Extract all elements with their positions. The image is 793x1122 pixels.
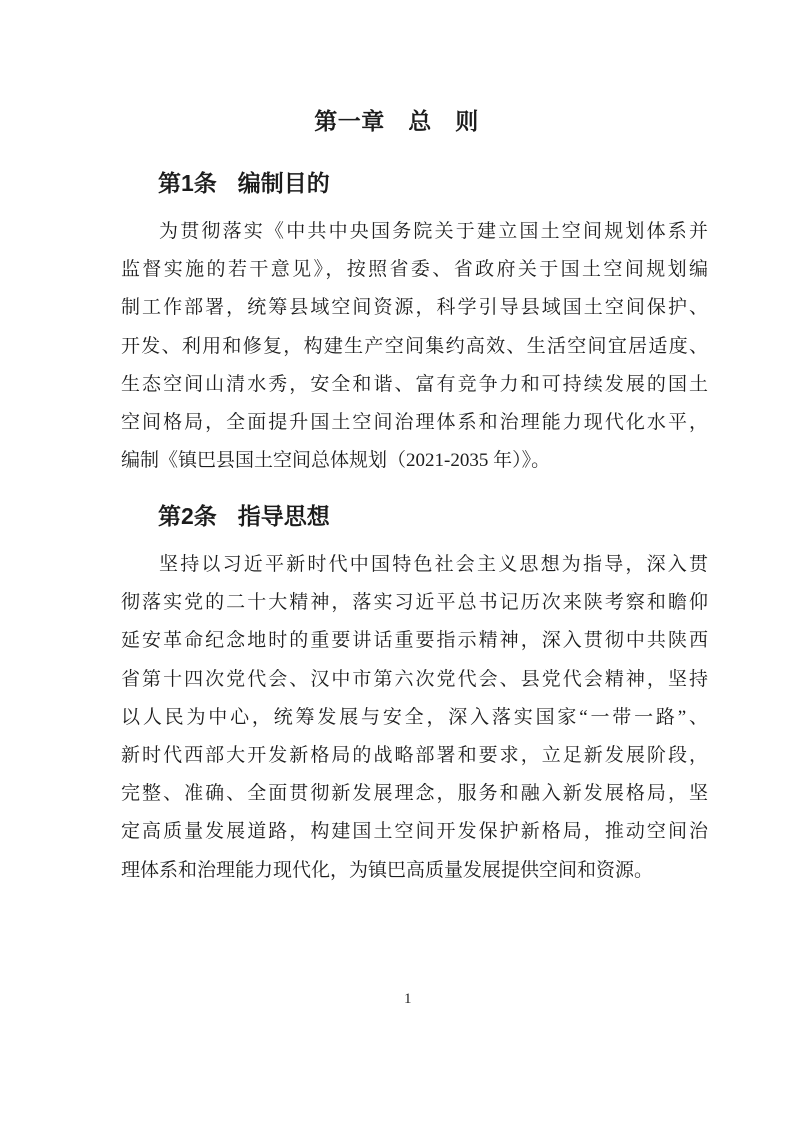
text-line: 省第十四次党代会、汉中市第六次党代会、县党代会精神，坚持 <box>121 668 708 690</box>
text-line: 定高质量发展道路，构建国土空间开发保护新格局，推动空间治 <box>121 821 708 843</box>
article-2-paragraph <box>121 546 708 890</box>
text-line: 以人民为中心，统筹发展与安全，深入落实国家“一带一路”、 <box>121 706 708 728</box>
text-line: 为贯彻落实《中共中央国务院关于建立国土空间规划体系并 <box>159 221 708 242</box>
article-1-heading <box>158 167 330 200</box>
article-1-paragraph <box>121 213 708 480</box>
text-line: 彻落实党的二十大精神，落实习近平总书记历次来陕考察和瞻仰 <box>121 592 708 614</box>
text-line: 编制《镇巴县国土空间总体规划（2021-2035 年）》。 <box>121 450 551 472</box>
article-2-number: 第2条 <box>158 503 217 529</box>
text-line: 延安革命纪念地时的重要讲话重要指示精神，深入贯彻中共陕西 <box>121 630 708 652</box>
text-line: 监督实施的若干意见》，按照省委、省政府关于国土空间规划编 <box>121 259 708 281</box>
text-line: 完整、准确、全面贯彻新发展理念，服务和融入新发展格局，坚 <box>121 783 708 805</box>
text-line: 理体系和治理能力现代化，为镇巴高质量发展提供空间和资源。 <box>121 859 654 881</box>
text-line: 开发、利用和修复，构建生产空间集约高效、生活空间宜居适度、 <box>121 335 708 357</box>
text-line: 空间格局，全面提升国土空间治理体系和治理能力现代化水平， <box>121 411 708 433</box>
article-1-title: 编制目的 <box>237 170 330 196</box>
text-line: 新时代西部大开发新格局的战略部署和要求，立足新发展阶段， <box>121 744 708 766</box>
page-number: 1 <box>404 991 412 1007</box>
chapter-title: 第一章 总 则 <box>314 108 479 134</box>
article-1-number: 第1条 <box>158 170 217 196</box>
article-2-title: 指导思想 <box>237 503 330 529</box>
text-line: 坚持以习近平新时代中国特色社会主义思想为指导，深入贯 <box>159 554 708 575</box>
article-2-heading <box>158 500 330 533</box>
text-line: 制工作部署，统筹县域空间资源，科学引导县域国土空间保护、 <box>121 297 708 319</box>
text-line: 生态空间山清水秀，安全和谐、富有竞争力和可持续发展的国土 <box>121 373 708 395</box>
